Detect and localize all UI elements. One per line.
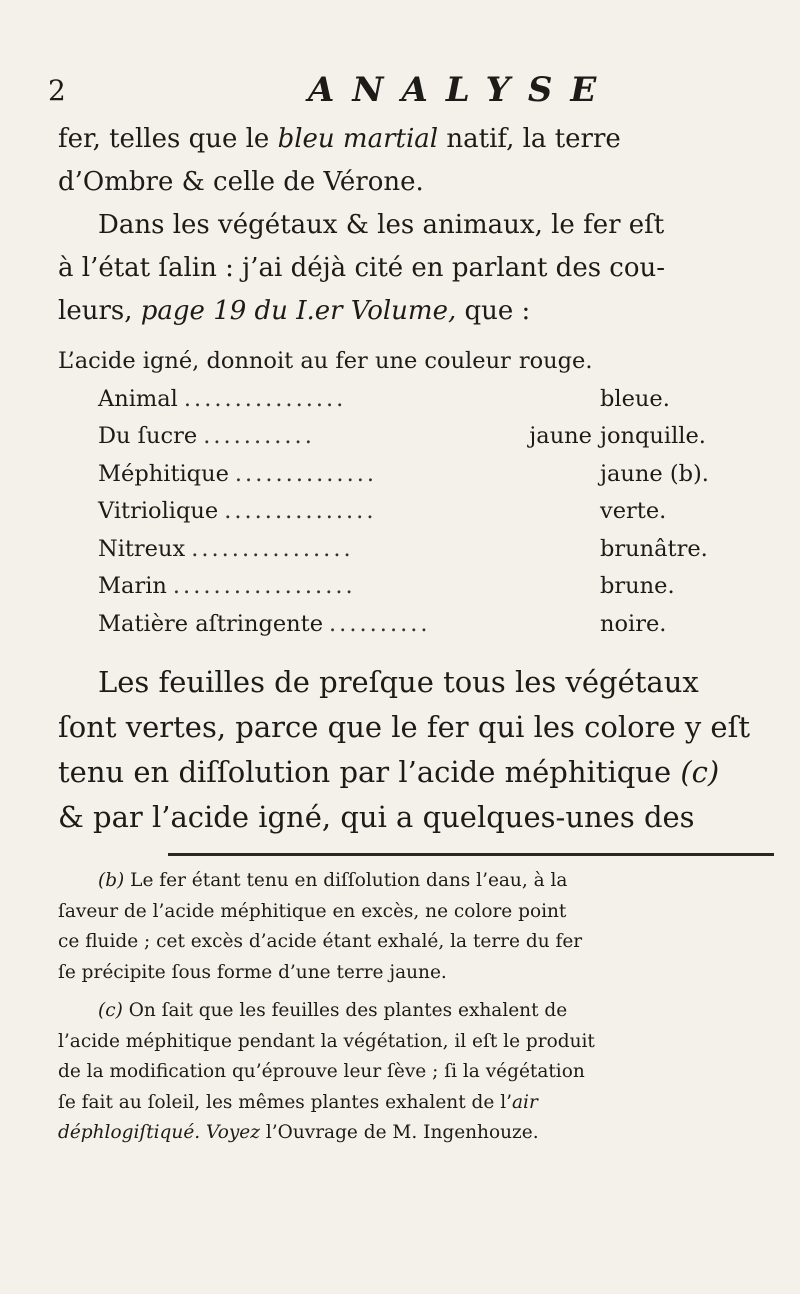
footnote-b [58, 866, 776, 988]
text-line: ce fluide ; cet excès d’acide étant exhalé, la terre du fer [58, 931, 583, 952]
table-label: Méphitique [98, 460, 229, 487]
footnote-c [58, 996, 776, 1149]
footnotes [58, 866, 776, 1149]
leader-dots: .......... [329, 610, 431, 637]
leader-dots: ................ [183, 385, 347, 412]
table-row [98, 568, 762, 606]
text-line: ſe fait au ſoleil, les mêmes plantes exhalent de l’air [58, 1091, 538, 1113]
page-header [0, 72, 800, 112]
table-value: verte. [600, 498, 667, 524]
table-label: Vitriolique [98, 498, 219, 524]
table-row [98, 456, 762, 494]
leader-dots: .................. [172, 573, 356, 599]
leader-dots: ................ [191, 535, 354, 562]
table-value: brune. [600, 573, 675, 599]
footnote-tag: (b) [98, 870, 125, 891]
table-row [98, 418, 762, 456]
text-line: l’acide méphitique pendant la végétation, il eſt le produit [58, 1030, 595, 1052]
text-line: ſont vertes, parce que le fer qui les colore y eſt [58, 710, 750, 744]
text-line: Les feuilles de preſque tous les végétaux [98, 665, 699, 699]
footnote-ref-c: (c) [680, 755, 720, 789]
leader-dots: .............. [234, 460, 378, 487]
table-label: Animal [98, 385, 178, 412]
table-label: Matière aſtringente [98, 610, 324, 637]
table-row [58, 343, 762, 381]
color-table [58, 343, 762, 643]
text-line: déphlogiſtiqué. Voyez l’Ouvrage de M. Ingenhouze. [58, 1122, 539, 1143]
table-row [98, 606, 762, 644]
text-line: (b) Le fer étant tenu en diſſolution dans l’eau, à la [98, 870, 568, 891]
text-line: de la modification qu’éprouve leur ſève ; ſi la végétation [58, 1061, 585, 1082]
text-line: ſaveur de l’acide méphitique en excès, ne colore point [58, 900, 567, 922]
text-line: d’Ombre & celle de Vérone. [58, 167, 424, 197]
table-row [98, 493, 762, 531]
table-value: jaune (b). [600, 460, 709, 487]
leader-dots: ........... [203, 423, 315, 449]
table-value: noire. [600, 610, 667, 637]
table-row [98, 531, 762, 569]
text-line: leurs, page 19 du I.er Volume, que : [58, 296, 531, 326]
table-label: Marin [98, 573, 167, 599]
text-line: Dans les végétaux & les animaux, le fer eſt [98, 210, 665, 240]
table-value: rouge. [518, 348, 593, 374]
footnote-tag: (c) [98, 1000, 123, 1021]
page-number: 2 [48, 74, 66, 107]
table-value: jonquille. [600, 423, 706, 449]
paragraph-leaves [58, 660, 762, 840]
text-line: fer, telles que le bleu martial natif, la terre [58, 124, 621, 154]
table-label: L’acide igné, donnoit au fer une couleur [58, 348, 511, 374]
table-label: Du ſucre [98, 423, 198, 449]
table-value: brunâtre. [600, 535, 708, 562]
footnote-divider [168, 853, 774, 856]
table-row [98, 381, 762, 419]
table-mid-value: jaune [529, 423, 592, 449]
leader-dots: ............... [224, 498, 377, 524]
text-line: à l’état ſalin : j’ai déjà cité en parlant des cou- [58, 253, 666, 283]
running-head: ANALYSE [308, 70, 615, 110]
table-value: bleue. [600, 385, 670, 412]
text-line: ſe précipite ſous forme d’une terre jaune. [58, 961, 447, 983]
paragraph-intro [58, 118, 762, 333]
text-line: & par l’acide igné, qui a quelques-unes des [58, 800, 695, 834]
text-line: (c) On ſait que les feuilles des plantes exhalent de [98, 1000, 568, 1021]
table-label: Nitreux [98, 535, 186, 562]
text-line: tenu en diſſolution par l’acide méphitique (c) [58, 755, 720, 789]
